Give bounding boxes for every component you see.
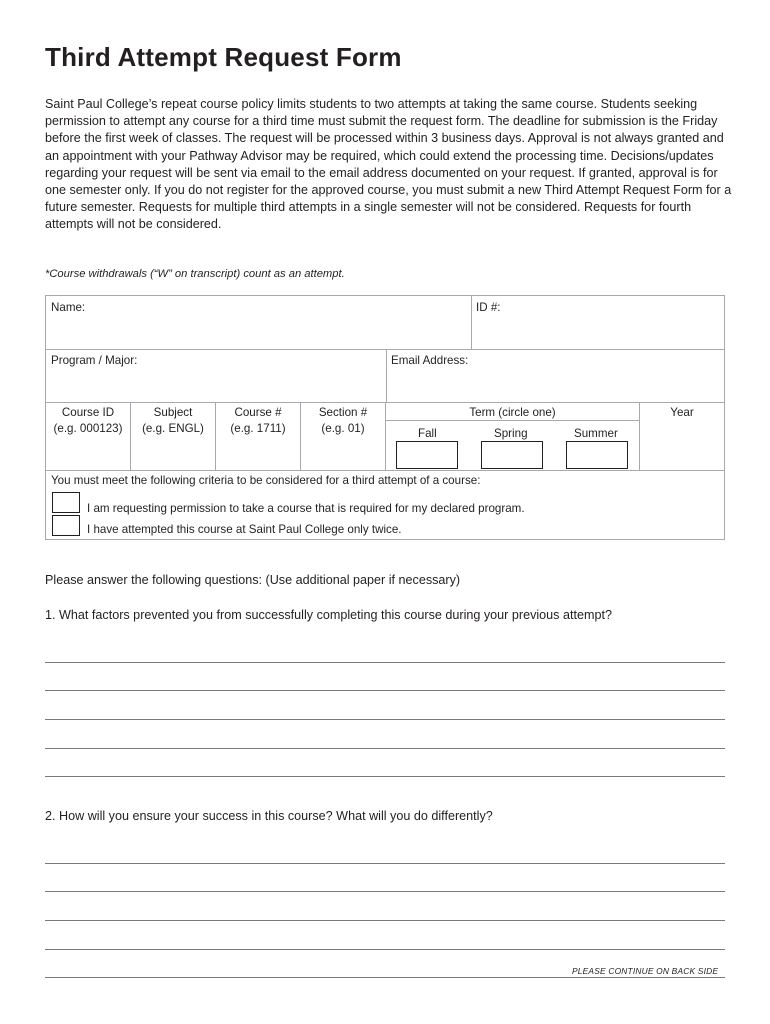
divider xyxy=(46,470,724,471)
course-id-header[interactable] xyxy=(46,405,130,437)
year-header[interactable]: Year xyxy=(670,406,694,419)
answer-1-line[interactable] xyxy=(45,748,725,749)
course-number-label: Course # xyxy=(234,406,282,419)
id-field[interactable] xyxy=(472,296,724,349)
subject-header[interactable] xyxy=(131,405,215,437)
term-spring-box[interactable] xyxy=(481,441,543,469)
email-field[interactable] xyxy=(387,350,724,402)
answer-1-line[interactable] xyxy=(45,690,725,691)
divider xyxy=(386,420,639,421)
term-summer-box[interactable] xyxy=(566,441,628,469)
answer-2-line[interactable] xyxy=(45,977,725,978)
course-number-example: (e.g. 1711) xyxy=(230,422,286,435)
program-label: Program / Major: xyxy=(51,354,138,367)
policy-paragraph: Saint Paul College’s repeat course policy limits students to two attempts at taking the same course. Students seeking permission to attempt any course for a third time must submit the request form. The deadline for submission is the Friday before the first week of classes. The request will be processed within 3 business days. Approval is not always granted and an appointment with your Pathway Advisor may be required, which could extend the processing time. Decisions/updates regarding your request will be sent via email to the email address documented on your request. If granted, approval is for one semester only. If you do not register for the approved course, you must submit a new Third Attempt Request Form for a future semester. Requests for multiple third attempts in a single semester will not be considered. Requests for fourth attempts will not be considered. xyxy=(45,97,732,232)
name-field[interactable] xyxy=(46,296,471,349)
answer-1-line[interactable] xyxy=(45,662,725,663)
term-header: Term (circle one) xyxy=(469,406,556,419)
course-id-example: (e.g. 000123) xyxy=(53,422,123,435)
question-1: 1. What factors prevented you from successfully completing this course during your previous attempt? xyxy=(45,608,612,622)
section-header[interactable] xyxy=(301,405,385,437)
criteria-required-course: I am requesting permission to take a course that is required for my declared program. xyxy=(87,502,525,515)
term-fall-box[interactable] xyxy=(396,441,458,469)
criteria-intro: You must meet the following criteria to be considered for a third attempt of a course: xyxy=(51,474,481,487)
term-option-spring[interactable]: Spring xyxy=(494,427,528,440)
course-id-label: Course ID xyxy=(61,406,115,419)
criteria-checkbox-attempted-twice[interactable] xyxy=(52,515,80,536)
request-form-table xyxy=(45,295,725,540)
criteria-checkbox-required-course[interactable] xyxy=(52,492,80,513)
subject-label: Subject xyxy=(153,406,193,419)
answer-2-line[interactable] xyxy=(45,949,725,950)
email-label: Email Address: xyxy=(391,354,469,367)
name-label: Name: xyxy=(51,301,86,314)
continue-note: PLEASE CONTINUE ON BACK SIDE xyxy=(572,966,719,976)
term-option-fall[interactable]: Fall xyxy=(418,427,437,440)
question-2: 2. How will you ensure your success in this course? What will you do differently? xyxy=(45,809,493,823)
answer-2-line[interactable] xyxy=(45,863,725,864)
answer-2-line[interactable] xyxy=(45,920,725,921)
answer-1-line[interactable] xyxy=(45,719,725,720)
questions-intro: Please answer the following questions: (Use additional paper if necessary) xyxy=(45,573,461,587)
course-number-header[interactable] xyxy=(216,405,300,437)
program-field[interactable] xyxy=(46,350,386,402)
answer-1-line[interactable] xyxy=(45,776,725,777)
criteria-attempted-twice: I have attempted this course at Saint Paul College only twice. xyxy=(87,523,402,536)
subject-example: (e.g. ENGL) xyxy=(142,422,204,435)
page-title: Third Attempt Request Form xyxy=(45,42,402,72)
withdrawal-note: *Course withdrawals (“W” on transcript) count as an attempt. xyxy=(45,268,345,280)
answer-2-line[interactable] xyxy=(45,891,725,892)
term-option-summer[interactable]: Summer xyxy=(574,427,618,440)
id-label: ID #: xyxy=(476,301,501,314)
section-label: Section # xyxy=(318,406,368,419)
section-example: (e.g. 01) xyxy=(321,422,365,435)
